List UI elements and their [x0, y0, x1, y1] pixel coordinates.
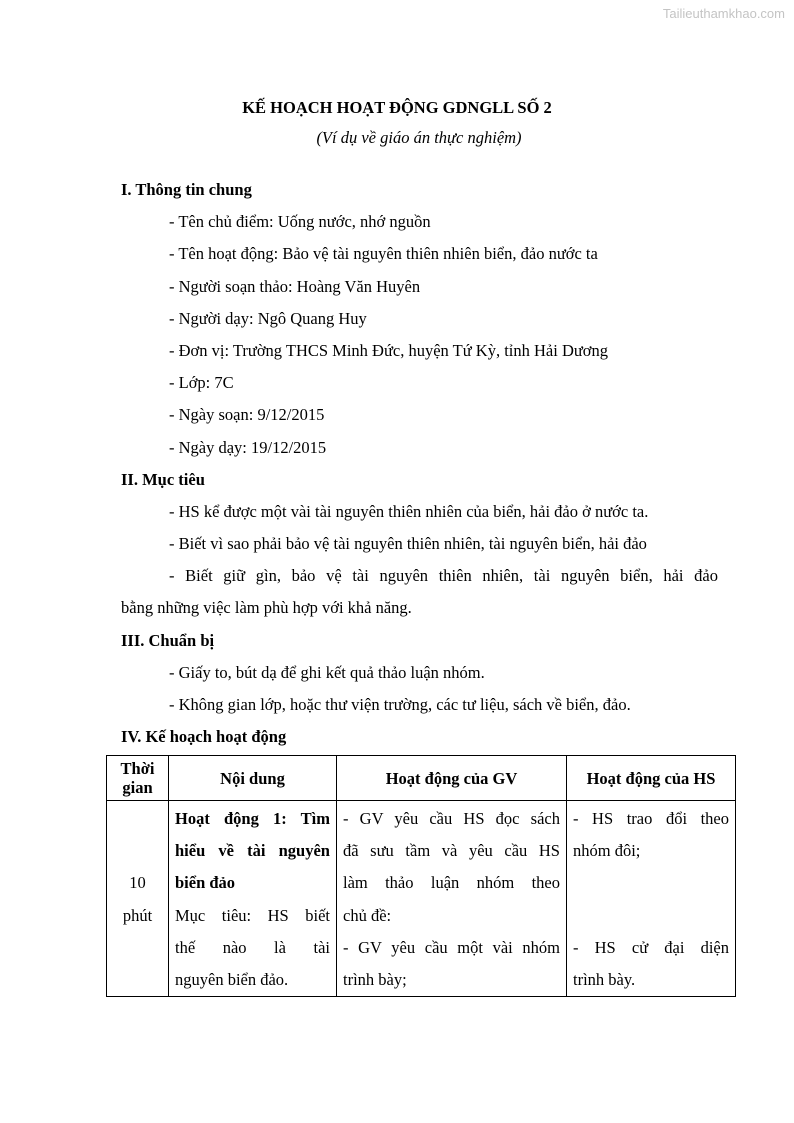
activity-title-line: Hoạt động 1: Tìm: [175, 809, 330, 828]
list-item: - Tên hoạt động: Bảo vệ tài nguyên thiên nhiên biển, đảo nước ta: [169, 244, 598, 264]
list-item: - Đơn vị: Trường THCS Minh Đức, huyện Tứ Kỳ, tỉnh Hải Dương: [169, 340, 609, 360]
section-heading-preparation: III. Chuẩn bị: [121, 630, 215, 650]
list-item: - Biết giữ gìn, bảo vệ tài nguyên thiên nhiên, tài nguyên biển, hải đảo: [169, 566, 718, 586]
objective-line: thế nào là tài: [175, 937, 330, 957]
header-time: [107, 756, 169, 801]
student-line: trình bày.: [573, 969, 636, 989]
activity-title-line: hiểu về tài nguyên: [175, 841, 330, 861]
teacher-line: đã sưu tầm và yêu cầu HS: [343, 841, 560, 861]
list-item-continuation: bằng những việc làm phù hợp với khả năng.: [121, 598, 412, 618]
section-heading-general-info: I. Thông tin chung: [121, 180, 252, 199]
student-line: - HS trao đổi theo: [573, 809, 729, 828]
list-item: - Người soạn thảo: Hoàng Văn Huyên: [169, 276, 421, 296]
header-time-line: gian: [122, 778, 153, 797]
student-line: - HS cử đại diện: [573, 937, 729, 957]
document-subtitle: (Ví dụ về giáo án thực nghiệm): [316, 128, 522, 147]
teacher-line: chủ đề:: [343, 905, 392, 925]
watermark: Tailieuthamkhao.com: [662, 6, 785, 21]
table-header-row: [107, 756, 736, 801]
activity-plan-table: [106, 755, 736, 997]
activity-title-line: biển đảo: [175, 873, 236, 893]
list-item: - Người dạy: Ngô Quang Huy: [169, 308, 367, 328]
student-line: nhóm đôi;: [573, 841, 641, 861]
table-row: [107, 801, 736, 997]
header-teacher-activity: Hoạt động của GV: [337, 756, 567, 801]
time-value: 10: [129, 873, 146, 893]
list-item: - Giấy to, bút dạ để ghi kết quả thảo luận nhóm.: [169, 662, 485, 682]
header-time-line: Thời: [120, 759, 155, 778]
list-item: - Ngày soạn: 9/12/2015: [169, 405, 325, 425]
cell-content: [169, 801, 337, 997]
teacher-line: - GV yêu cầu HS đọc sách: [343, 809, 560, 828]
document-body: [121, 174, 718, 753]
list-item: - Ngày dạy: 19/12/2015: [169, 437, 327, 457]
objective-line: nguyên biển đảo.: [175, 969, 289, 989]
list-item: - Tên chủ điểm: Uống nước, nhớ nguồn: [169, 212, 431, 232]
teacher-line: làm thảo luận nhóm theo: [343, 873, 560, 893]
list-item: - HS kể được một vài tài nguyên thiên nhiên của biển, hải đảo ở nước ta.: [169, 501, 649, 521]
list-item: - Không gian lớp, hoặc thư viện trường, các tư liệu, sách về biển, đảo.: [169, 695, 631, 714]
header-student-activity: Hoạt động của HS: [567, 756, 736, 801]
time-unit: phút: [122, 905, 153, 925]
objective-line: Mục tiêu: HS biết: [175, 905, 330, 925]
document-title: KẾ HOẠCH HOẠT ĐỘNG GDNGLL SỐ 2: [242, 98, 552, 117]
section-heading-activity-plan: IV. Kế hoạch hoạt động: [121, 727, 287, 747]
section-heading-objectives: II. Mục tiêu: [121, 469, 205, 489]
list-item: - Lớp: 7C: [169, 373, 234, 393]
cell-teacher-activity: [337, 801, 567, 997]
header-content: Nội dung: [169, 756, 337, 801]
list-item: - Biết vì sao phải bảo vệ tài nguyên thiên nhiên, tài nguyên biển, hải đảo: [169, 534, 647, 554]
teacher-line: - GV yêu cầu một vài nhóm: [343, 937, 560, 957]
cell-student-activity: [567, 801, 736, 997]
cell-time: [107, 801, 169, 997]
teacher-line: trình bày;: [343, 969, 407, 989]
